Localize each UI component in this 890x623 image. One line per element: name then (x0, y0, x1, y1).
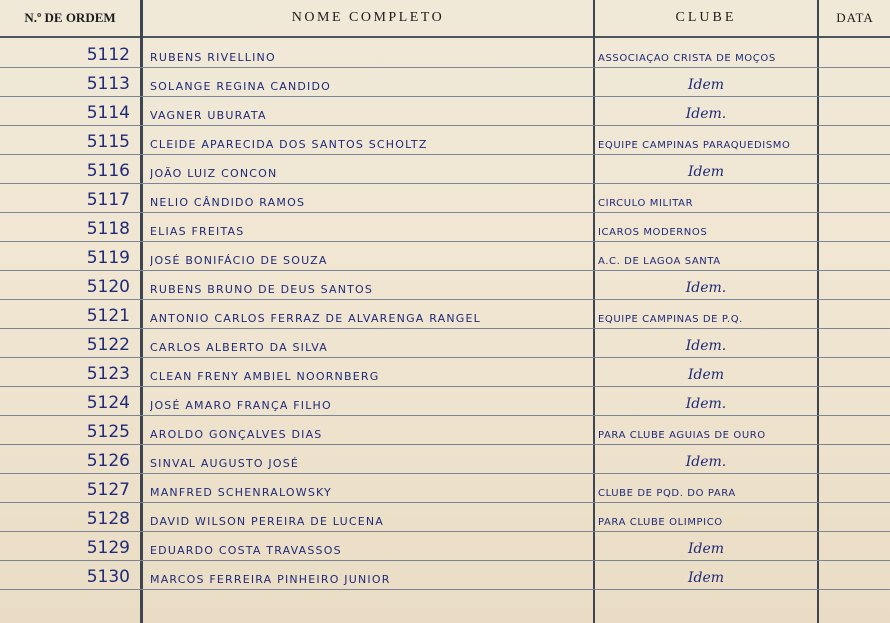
table-row (0, 183, 890, 213)
table-row (0, 473, 890, 503)
ordem-number: 5115 (86, 132, 130, 152)
table-row (0, 96, 890, 126)
ordem-number: 5130 (86, 567, 130, 587)
table-row (0, 270, 890, 300)
nome-completo: CLEIDE APARECIDA DOS SANTOS SCHOLTZ (150, 138, 428, 151)
header-nome-completo: NOME COMPLETO (291, 10, 445, 25)
clube: Idem. (685, 280, 727, 296)
nome-completo: MARCOS FERREIRA PINHEIRO JUNIOR (150, 573, 391, 586)
ordem-number: 5116 (86, 161, 130, 181)
nome-completo: SOLANGE REGINA CANDIDO (150, 80, 332, 93)
clube: Idem (687, 570, 725, 586)
table-row (0, 241, 890, 271)
nome-completo: CLEAN FRENY AMBIEL NOORNBERG (150, 370, 380, 383)
nome-completo: NELIO CÂNDIDO RAMOS (150, 196, 306, 209)
header-ordem: N.º DE ORDEM (24, 10, 116, 25)
clube: Idem. (685, 338, 727, 354)
table-row (0, 531, 890, 561)
ordem-number: 5118 (86, 219, 130, 239)
nome-completo: RUBENS BRUNO DE DEUS SANTOS (150, 283, 374, 296)
table-row (0, 154, 890, 184)
nome-completo: ANTONIO CARLOS FERRAZ DE ALVARENGA RANGEL (150, 312, 481, 325)
table-row (0, 67, 890, 97)
clube: Idem. (685, 396, 727, 412)
table-row (0, 328, 890, 358)
nome-completo: JOÃO LUIZ CONCON (150, 167, 278, 180)
ordem-number: 5112 (86, 45, 130, 65)
table-row (0, 415, 890, 445)
nome-completo: ELIAS FREITAS (150, 225, 245, 238)
ordem-number: 5122 (86, 335, 130, 355)
nome-completo: JOSÉ BONIFÁCIO DE SOUZA (150, 254, 328, 267)
ordem-number: 5124 (86, 393, 130, 413)
clube: PARA CLUBE AGUIAS DE OURO (598, 430, 766, 441)
ordem-number: 5119 (86, 248, 130, 268)
nome-completo: SINVAL AUGUSTO JOSÉ (150, 457, 300, 470)
clube: EQUIPE CAMPINAS PARAQUEDISMO (598, 140, 791, 151)
nome-completo: RUBENS RIVELLINO (150, 51, 276, 64)
table-row (0, 444, 890, 474)
clube: Idem (687, 164, 725, 180)
clube: Idem (687, 541, 725, 557)
clube: EQUIPE CAMPINAS DE P.Q. (598, 314, 743, 325)
ordem-number: 5114 (86, 103, 130, 123)
table-row (0, 38, 890, 68)
table-row (0, 357, 890, 387)
clube: A.C. DE LAGOA SANTA (598, 256, 721, 267)
ordem-number: 5121 (86, 306, 130, 326)
nome-completo: CARLOS ALBERTO DA SILVA (150, 341, 328, 354)
clube: CÍRCULO MILITAR (598, 198, 694, 209)
nome-completo: DAVID WILSON PEREIRA DE LUCENA (150, 515, 385, 528)
clube: Idem. (685, 454, 727, 470)
header-clube: CLUBE (675, 10, 737, 25)
table-row (0, 386, 890, 416)
clube: ICAROS MODERNOS (598, 227, 708, 238)
clube: PARA CLUBE OLIMPICO (598, 517, 723, 528)
ordem-number: 5113 (86, 74, 130, 94)
table-row (0, 560, 890, 590)
ordem-number: 5126 (86, 451, 130, 471)
table-row (0, 212, 890, 242)
nome-completo: JOSÉ AMARO FRANÇA FILHO (150, 399, 332, 412)
nome-completo: EDUARDO COSTA TRAVASSOS (150, 544, 342, 557)
nome-completo: VAGNER UBURATA (150, 109, 267, 122)
ordem-number: 5125 (86, 422, 130, 442)
clube: CLUBE DE PQD. DO PARÁ (598, 488, 736, 499)
ordem-number: 5129 (86, 538, 130, 558)
table-header (0, 0, 890, 38)
table-row (0, 299, 890, 329)
ordem-number: 5123 (86, 364, 130, 384)
nome-completo: AROLDO GONÇALVES DIAS (150, 428, 323, 441)
clube: Idem (687, 367, 725, 383)
table-row (0, 125, 890, 155)
nome-completo: MANFRED SCHENRALOWSKY (150, 486, 332, 499)
clube: Idem. (685, 106, 727, 122)
table-row (0, 502, 890, 532)
clube: Idem (687, 77, 725, 93)
header-data: DATA (836, 10, 874, 25)
ordem-number: 5117 (86, 190, 130, 210)
ordem-number: 5120 (86, 277, 130, 297)
ordem-number: 5127 (86, 480, 130, 500)
ordem-number: 5128 (86, 509, 130, 529)
clube: ASSOCIAÇÃO CRISTÃ DE MOÇOS (598, 53, 776, 64)
